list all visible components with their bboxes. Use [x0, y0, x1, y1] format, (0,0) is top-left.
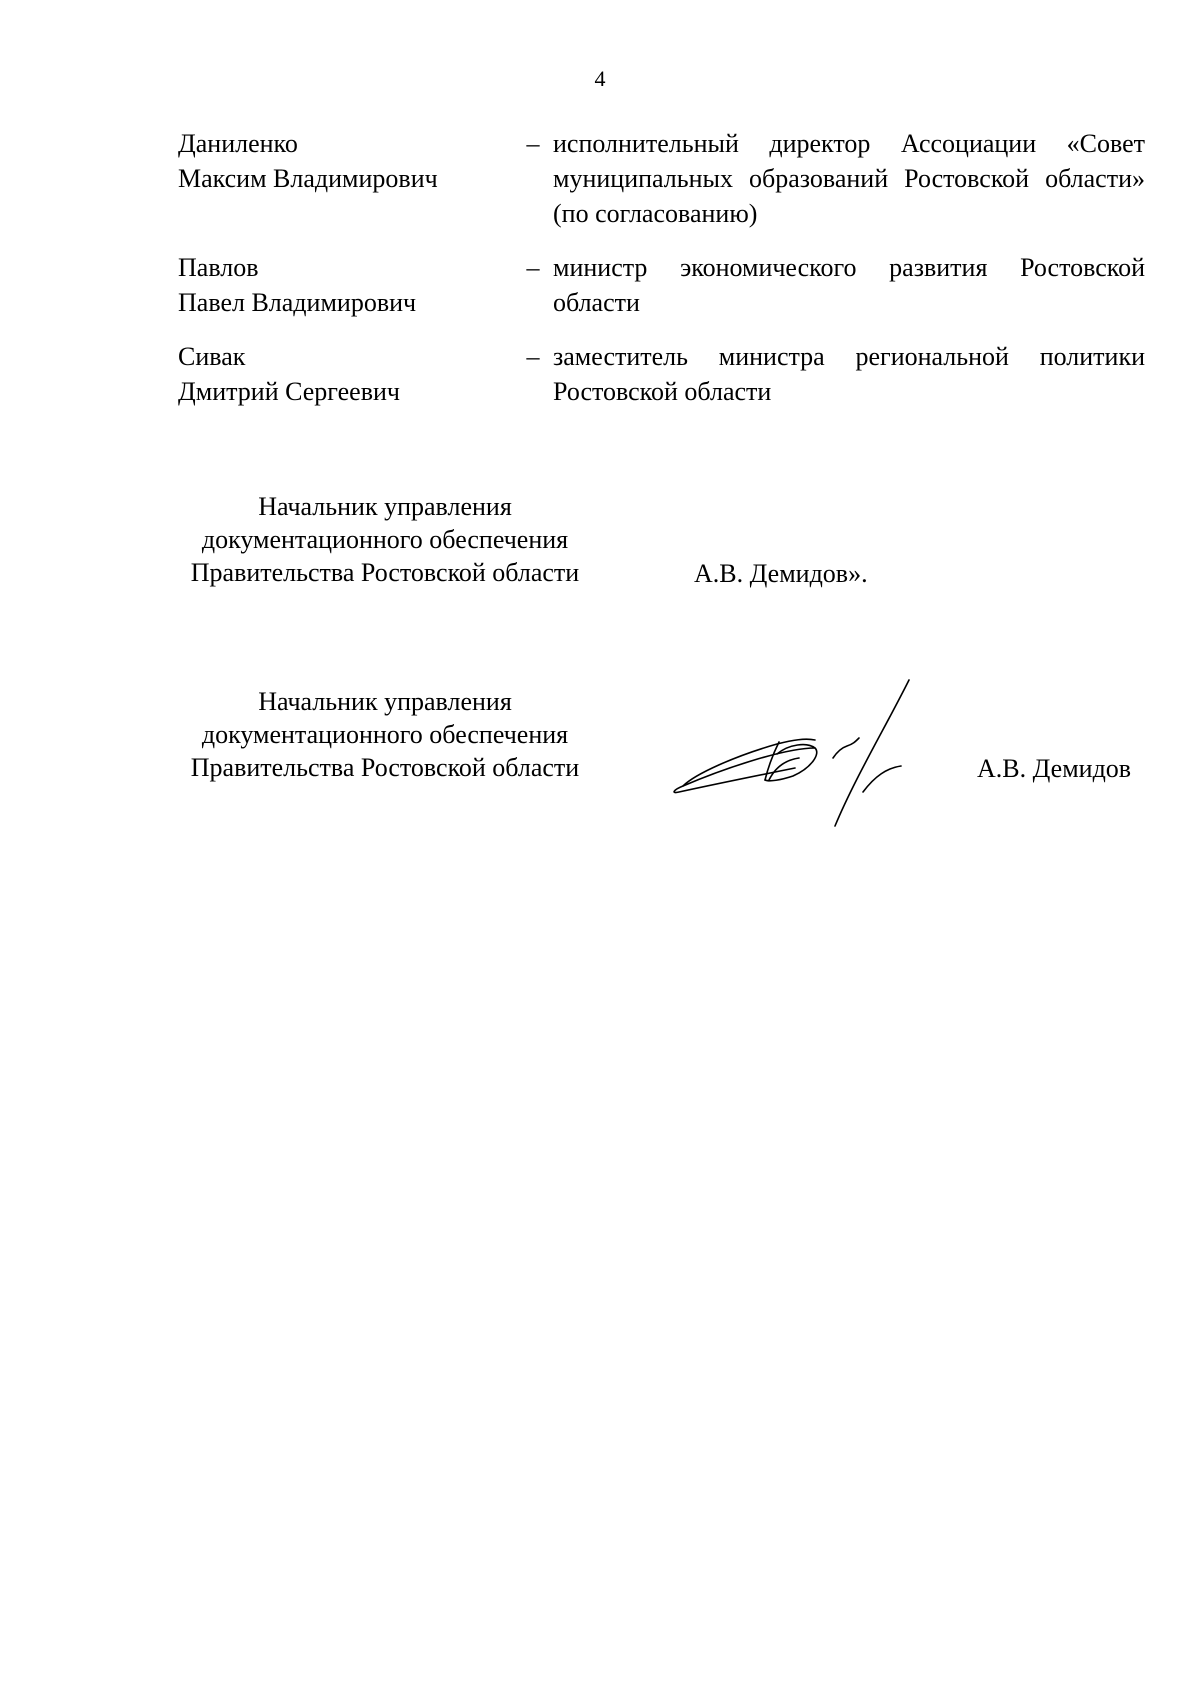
member-name — [178, 250, 498, 320]
member-surname: Павлов — [178, 253, 259, 282]
member-role: заместитель министра региональной политики Ростовской области — [553, 342, 1145, 406]
signer-name: А.В. Демидов — [977, 754, 1132, 783]
page-number: 4 — [594, 66, 606, 91]
member-given-names: Павел Владимирович — [178, 288, 417, 317]
position-line-1: Начальник управления — [258, 687, 512, 716]
member-name — [178, 126, 498, 196]
position-line-3: Правительства Ростовской области — [190, 558, 580, 587]
member-role: министр экономического развития Ростовской области — [553, 253, 1145, 317]
signature-position-block — [160, 685, 610, 784]
position-line-1: Начальник управления — [258, 492, 512, 521]
position-line-2: документационного обеспечения — [201, 720, 569, 749]
closing-signer-name: А.В. Демидов». — [694, 559, 868, 588]
position-line-3: Правительства Ростовской области — [190, 753, 580, 782]
member-surname: Сивак — [178, 342, 246, 371]
handwritten-signature-icon — [665, 668, 955, 838]
member-dash: – — [526, 253, 540, 282]
member-given-names: Дмитрий Сергеевич — [178, 377, 400, 406]
closing-position-block — [160, 490, 610, 589]
member-dash: – — [526, 129, 540, 158]
member-given-names: Максим Владимирович — [178, 164, 438, 193]
position-line-2: документационного обеспечения — [201, 525, 569, 554]
member-dash: – — [526, 342, 540, 371]
member-name — [178, 339, 498, 409]
member-surname: Даниленко — [178, 129, 298, 158]
member-role: исполнительный директор Ассоциации «Совет муниципальных образований Ростовской области» (по согласованию) — [553, 129, 1145, 228]
